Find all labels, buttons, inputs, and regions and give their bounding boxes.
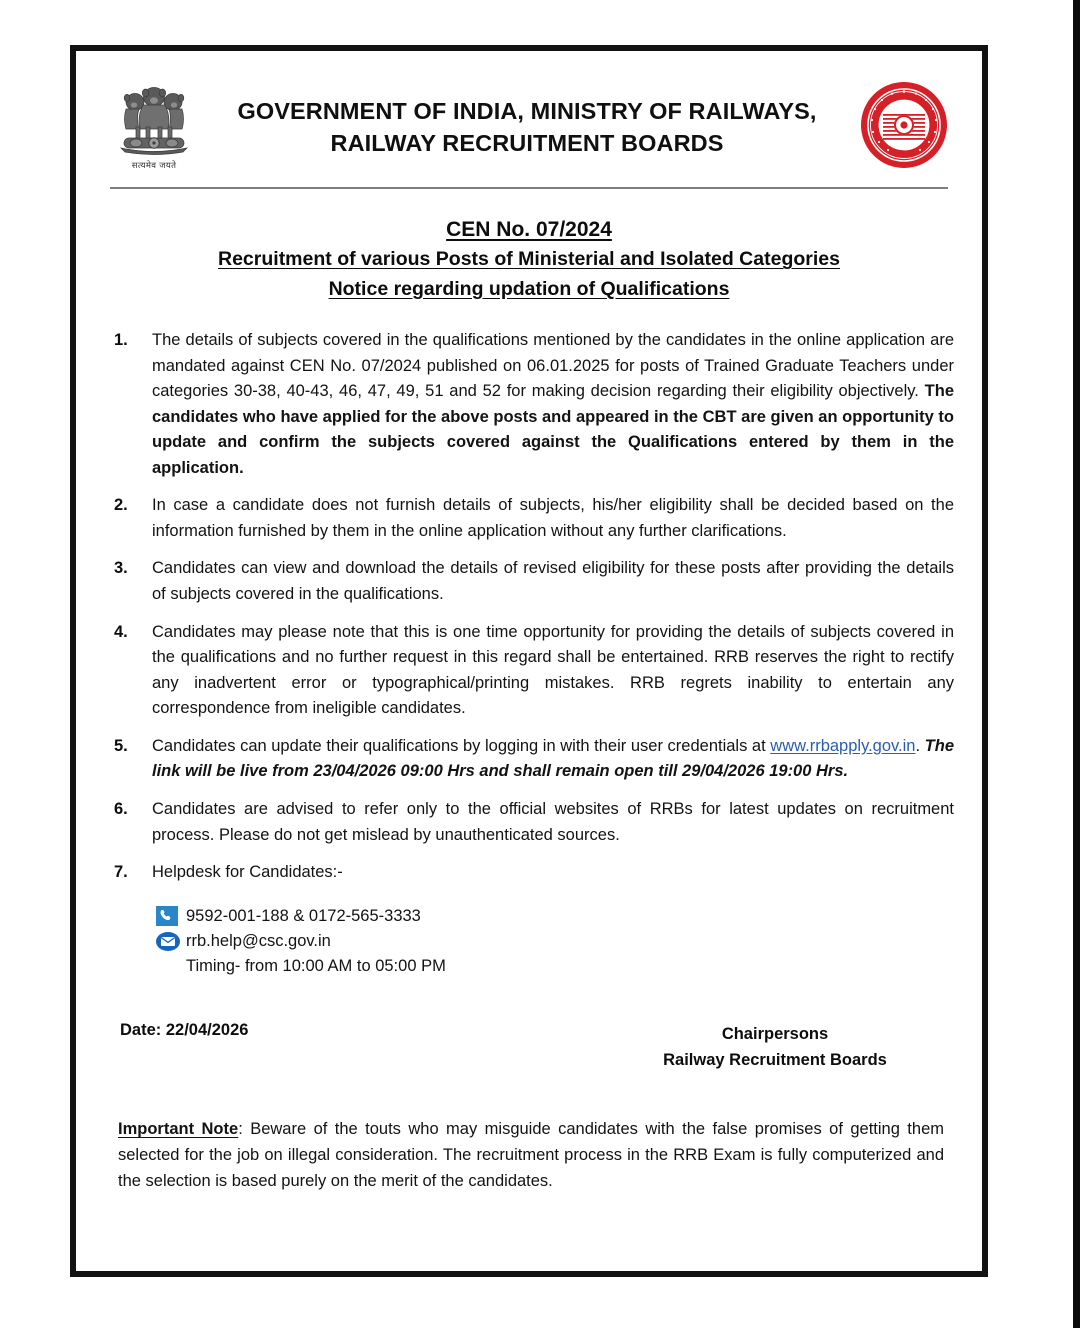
clause-text: Candidates can view and download the details of revised eligibility for these posts after providing the details of subjects covered in the qualifications.	[152, 559, 954, 603]
document-masthead	[104, 75, 954, 179]
clause-number: 6.	[114, 799, 128, 818]
clause-number: 1.	[114, 330, 128, 349]
clause-text-normal: Candidates can update their qualifications by logging in with their user credentials at	[152, 736, 771, 755]
document-date: Date: 22/04/2026	[120, 1020, 249, 1039]
indian-railways-logo-block	[856, 81, 952, 174]
clause-number: 7.	[114, 863, 128, 882]
helpdesk-timing-text: Timing- from 10:00 AM to 05:00 PM	[186, 956, 446, 975]
national-emblem-block	[106, 83, 202, 171]
clause-text: In case a candidate does not furnish details of subjects, his/her eligibility shall be decided based on the information furnished by them in the online application without any further clarifications.	[152, 496, 954, 540]
important-note-label: Important Note	[118, 1120, 239, 1139]
clause-text-bold-italic: The link will be live from 23/04/2026 09:00 Hrs and shall remain open till 29/04/2026 19:00 Hrs.	[152, 736, 955, 781]
subtitle-recruitment: Recruitment of various Posts of Ministerial and Isolated Categories	[218, 248, 840, 271]
clause-list	[104, 328, 954, 886]
clause-number: 3.	[114, 559, 128, 578]
subtitle-notice: Notice regarding updation of Qualifications	[328, 277, 730, 300]
clause-text: Helpdesk for Candidates:-	[152, 863, 343, 882]
email-icon	[152, 932, 186, 951]
clause-item	[104, 493, 954, 544]
clause-number: 2.	[114, 496, 128, 515]
document-body	[76, 51, 982, 1271]
masthead-title-line-2: RAILWAY RECRUITMENT BOARDS	[330, 130, 724, 156]
clause-text: Candidates are advised to refer only to the official websites of RRBs for latest updates on recruitment process. Please do not get mislead by unauthenticated sources.	[152, 799, 954, 844]
clause-number: 5.	[114, 736, 128, 755]
clause-text: Candidates may please note that this is one time opportunity for providing the details of subjects covered in the qualifications and no further request in this regard shall be entertained. RRB reserves the right to rectify any inadvertent error or typographical/printing mistakes. RRB regrets inability to entertain any correspondence from ineligible candidates.	[152, 622, 954, 718]
important-note-text: Beware of the touts who may misguide candidates with the false promises of getting them selected for the job on illegal consideration. The recruitment process in the RRB Exam is fully computerized and the selection is based purely on the merit of the candidates.	[118, 1120, 944, 1190]
clause-text	[152, 328, 954, 481]
clause-item	[104, 620, 954, 722]
phone-icon	[152, 906, 186, 926]
clause-item	[104, 734, 954, 785]
clause-number: 4.	[114, 622, 128, 641]
document-page-frame	[70, 45, 988, 1277]
signatory-designation: Chairpersons	[721, 1024, 829, 1043]
helpdesk-email-row	[152, 929, 954, 954]
helpdesk-phone-text: 9592-001-188 & 0172-565-3333	[186, 906, 421, 925]
india-national-emblem-icon	[117, 83, 191, 159]
emblem-motto-text: सत्यमेव जयते	[131, 161, 177, 171]
helpdesk-email-text: rrb.help@csc.gov.in	[186, 931, 331, 950]
scan-edge-strip	[1073, 0, 1080, 1328]
clause-text-normal: The details of subjects covered in the qualifications mentioned by the candidates in the online application are mandated against CEN No. 07/2024 published on 06.01.2025 for posts of Trained Graduate Teachers under categories 30-38, 40-43, 46, 47, 49, 51 and 52 for making decision regarding their eligibility objectively.	[152, 330, 954, 401]
signature-block	[104, 1021, 954, 1074]
important-note	[104, 1117, 954, 1194]
helpdesk-block	[152, 904, 954, 979]
clause-text-normal-2: .	[915, 736, 925, 755]
masthead-title	[202, 95, 856, 160]
helpdesk-phone-row	[152, 904, 954, 929]
clause-item	[104, 860, 954, 886]
cen-number-heading: CEN No. 07/2024	[446, 218, 612, 241]
clause-item	[104, 797, 954, 848]
indian-railways-logo-icon	[860, 81, 948, 174]
header-divider	[110, 187, 948, 189]
important-note-colon: :	[238, 1120, 243, 1139]
signatory-authority: Railway Recruitment Boards	[663, 1051, 887, 1070]
clause-item	[104, 556, 954, 607]
clause-text-bold: The candidates who have applied for the above posts and appeared in the CBT are given an opportunity to update and confirm the subjects covered against the Qualifications entered by them in the application.	[152, 382, 954, 477]
clause-item	[104, 328, 954, 481]
document-title	[104, 215, 954, 304]
signatory-block	[610, 1021, 940, 1074]
helpdesk-timing-row	[152, 954, 954, 979]
masthead-title-line-1: GOVERNMENT OF INDIA, MINISTRY OF RAILWAYS,	[237, 97, 817, 124]
rrbapply-link[interactable]: www.rrbapply.gov.in	[770, 736, 916, 755]
clause-text	[152, 734, 954, 785]
